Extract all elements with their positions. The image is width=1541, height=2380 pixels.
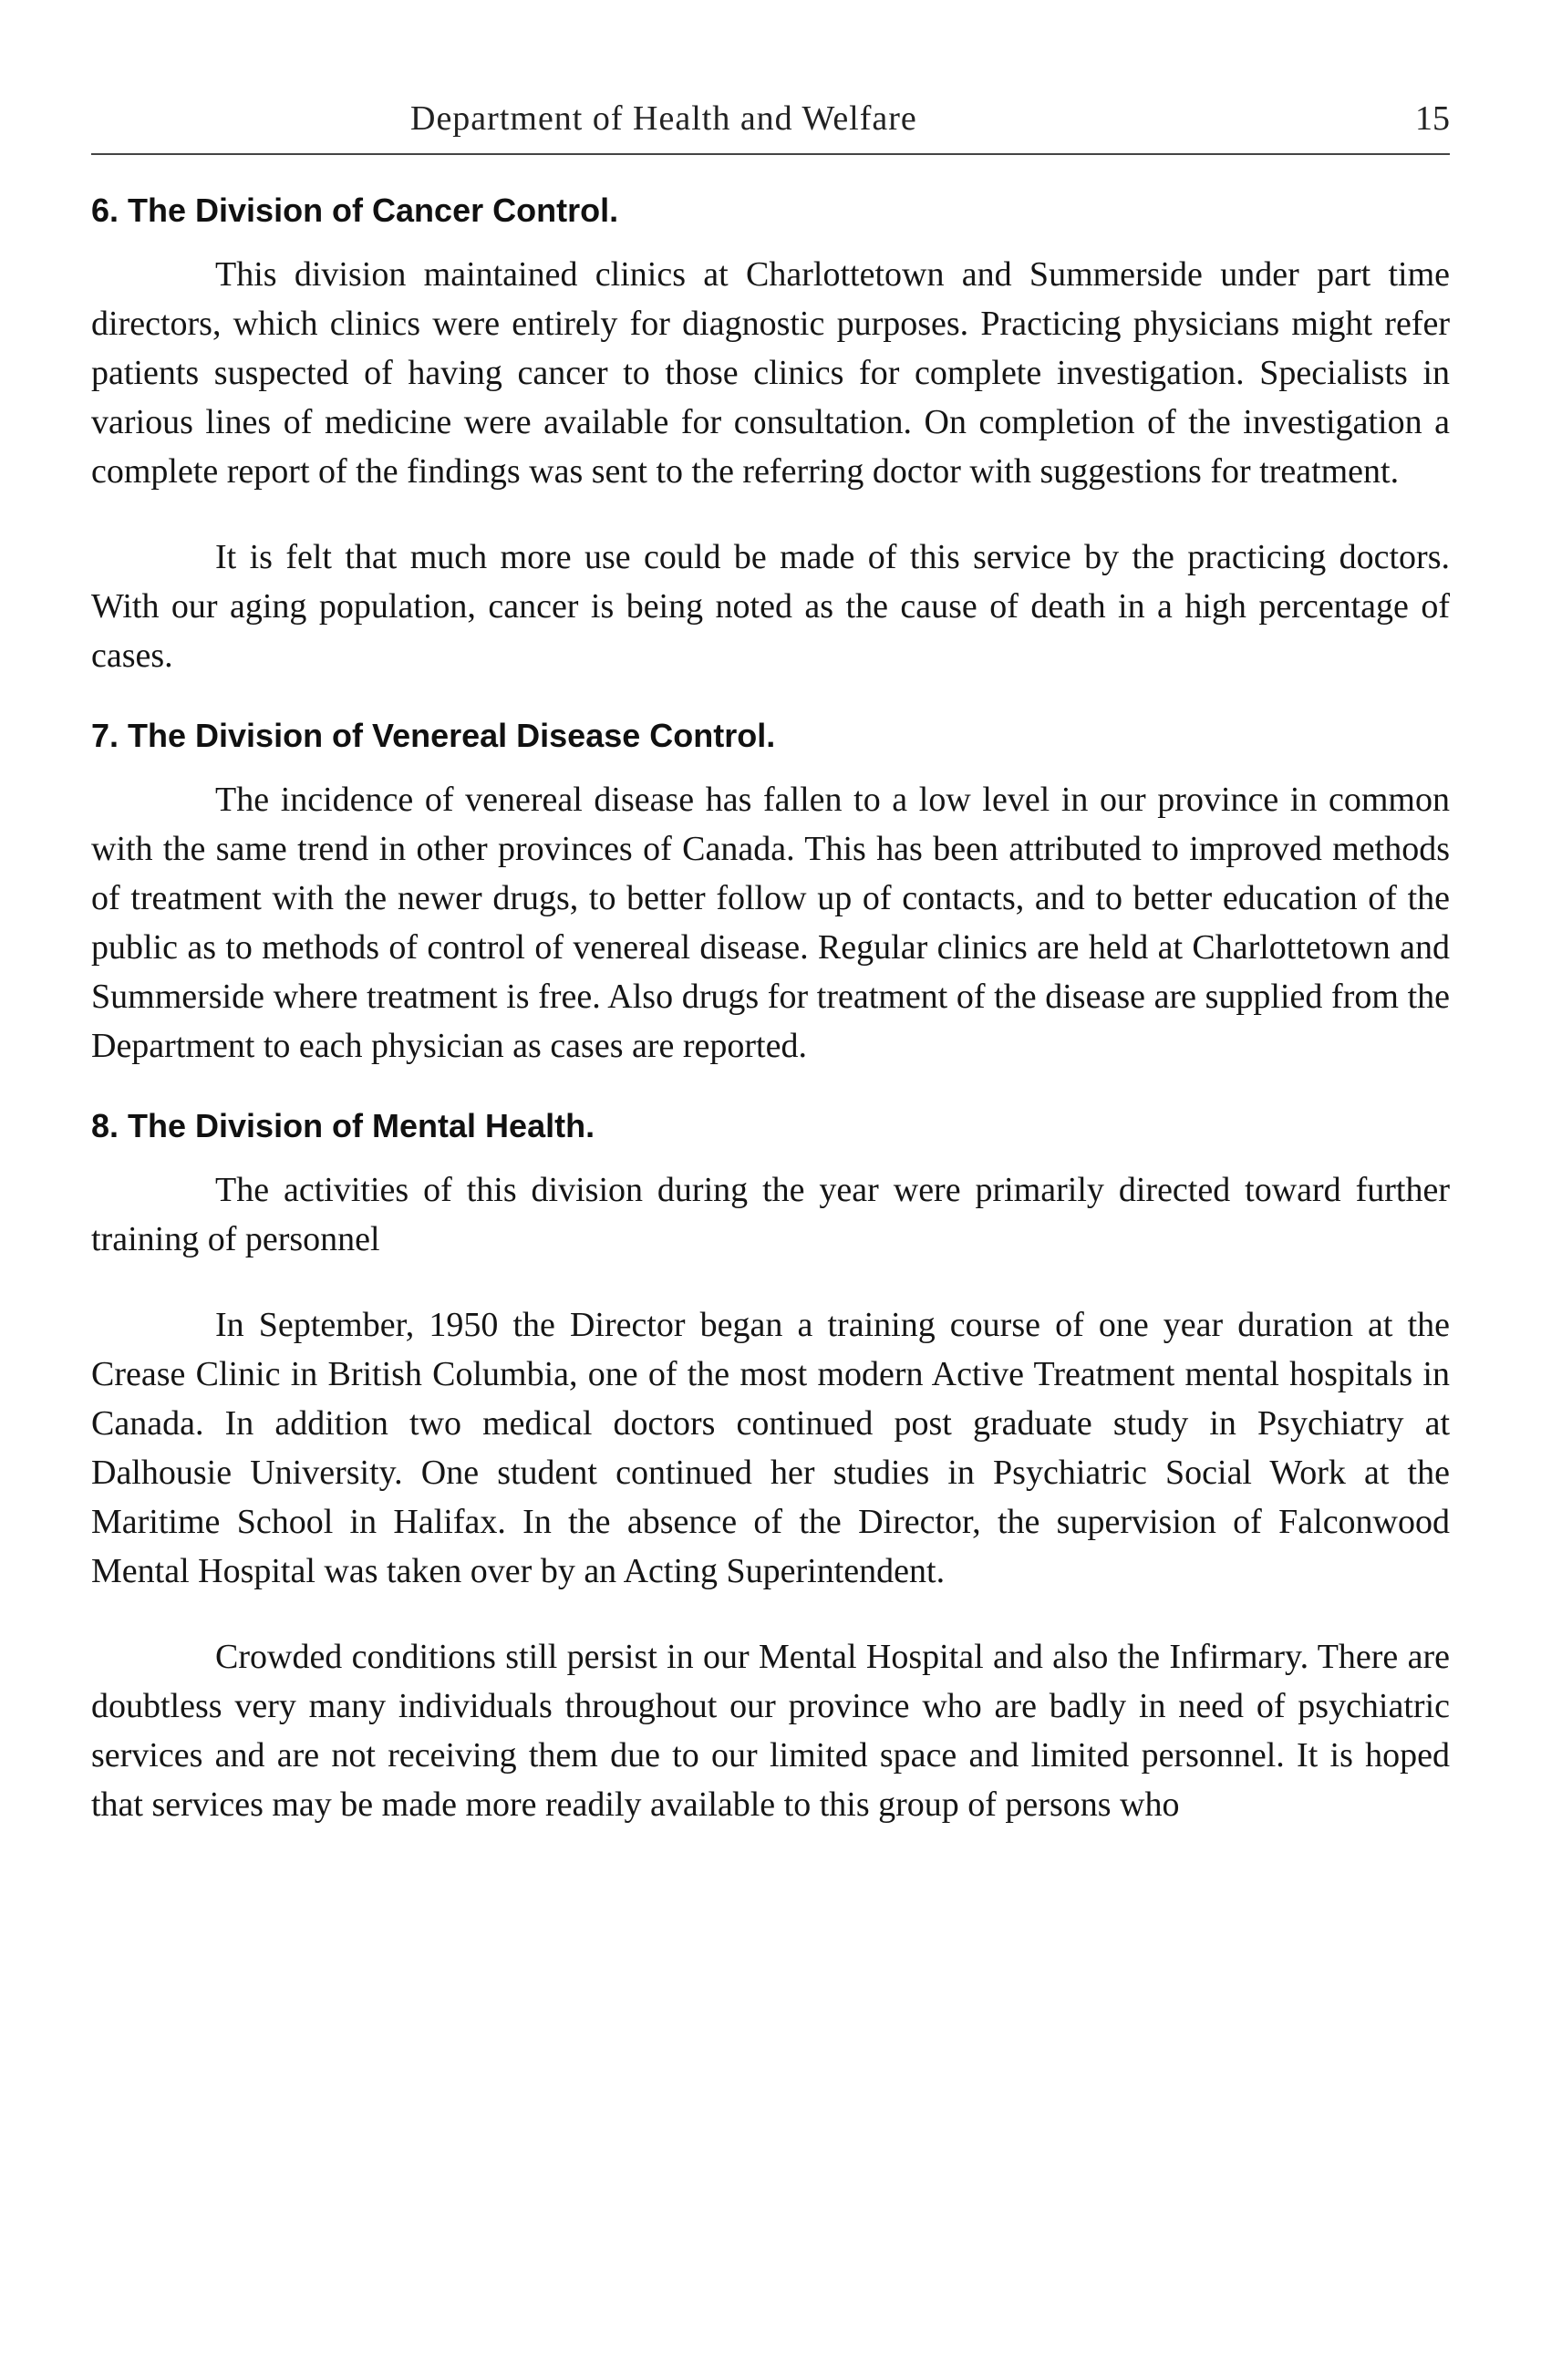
document-page xyxy=(91,98,1450,1866)
paragraph: The incidence of venereal disease has fallen to a low level in our province in common with the same trend in other provinces of Canada. This has been attributed to improved methods of treatment with the newer drugs, to better follow up of contacts, and to better education of the public as to methods of control of venereal disease. Regular clinics are held at Charlottetown and Summerside where treatment is free. Also drugs for treatment of the disease are supplied from the Department to each physician as cases are reported. xyxy=(91,781,1450,1065)
running-header xyxy=(91,98,1450,155)
section-cancer-control xyxy=(91,191,1450,680)
section-heading: 8. The Division of Mental Health. xyxy=(91,1107,595,1144)
paragraph: Crowded conditions still persist in our Mental Hospital and also the Infirmary. There are doubtless very many individuals throughout our province who are badly in need of psychiatric services and are not receiving them due to our limited space and limited personnel. It is hoped that services may be made more readily available to this group of persons who xyxy=(91,1638,1450,1824)
page-number: 15 xyxy=(1415,99,1450,138)
section-venereal-disease-control xyxy=(91,717,1450,1071)
section-mental-health xyxy=(91,1107,1450,1829)
paragraph: The activities of this division during the year were primarily directed toward further training of personnel xyxy=(91,1171,1450,1258)
running-title: Department of Health and Welfare xyxy=(410,99,917,138)
paragraph: In September, 1950 the Director began a training course of one year duration at the Crease Clinic in British Columbia, one of the most modern Active Treatment mental hospitals in Canada. In addition two medical doctors continued post graduate study in Psychiatry at Dalhousie University. One student continued her studies in Psychiatric Social Work at the Maritime School in Halifax. In the absence of the Director, the supervision of Falconwood Mental Hospital was taken over by an Acting Superintendent. xyxy=(91,1306,1450,1590)
section-heading: 6. The Division of Cancer Control. xyxy=(91,191,619,229)
paragraph: It is felt that much more use could be made of this service by the practicing doctors. With our aging population, cancer is being noted as the cause of death in a high percentage of cases. xyxy=(91,538,1450,675)
section-heading: 7. The Division of Venereal Disease Control. xyxy=(91,717,776,754)
paragraph: This division maintained clinics at Charlottetown and Summerside under part time directors, which clinics were entirely for diagnostic purposes. Practicing physicians might refer patients suspected of having cancer to those clinics for complete investigation. Specialists in various lines of medicine were available for consultation. On completion of the investigation a complete report of the findings was sent to the referring doctor with suggestions for treatment. xyxy=(91,255,1450,491)
